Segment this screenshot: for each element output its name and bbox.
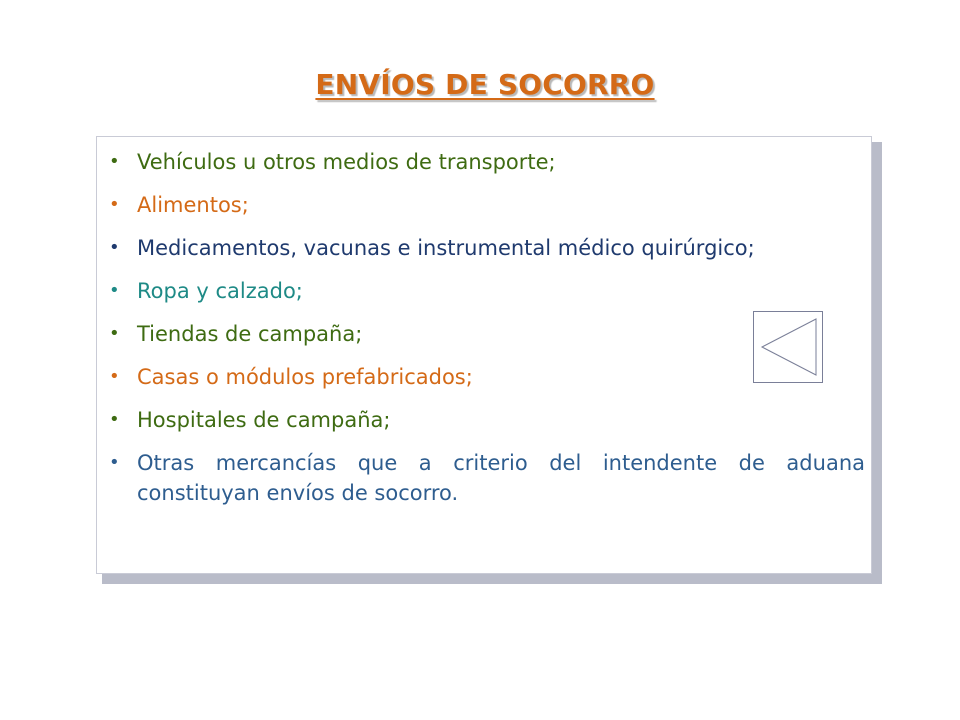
bullet-dot: • (109, 452, 120, 473)
bullet-dot: • (109, 323, 120, 344)
bullet-text: Casas o módulos prefabricados; (137, 365, 473, 389)
bullet-dot: • (109, 366, 120, 387)
bullet-dot: • (109, 237, 120, 258)
list-item (109, 319, 865, 349)
bullet-text: Medicamentos, vacunas e instrumental médico quirúrgico; (137, 236, 755, 260)
bullet-text: Otras mercancías que a criterio del intendente de aduana constituyan envíos de socorro. (137, 451, 865, 505)
list-item (109, 448, 865, 508)
back-triangle-icon[interactable] (753, 311, 823, 383)
bullet-list (109, 147, 865, 521)
list-item (109, 276, 865, 306)
bullet-text: Vehículos u otros medios de transporte; (137, 150, 556, 174)
bullet-dot: • (109, 409, 120, 430)
list-item (109, 233, 865, 263)
bullet-dot: • (109, 194, 120, 215)
bullet-text: Alimentos; (137, 193, 249, 217)
bullet-dot: • (109, 151, 120, 172)
bullet-text: Tiendas de campaña; (137, 322, 363, 346)
bullet-text: Hospitales de campaña; (137, 408, 391, 432)
list-item (109, 190, 865, 220)
list-item (109, 405, 865, 435)
bullet-text: Ropa y calzado; (137, 279, 303, 303)
list-item (109, 362, 865, 392)
slide-title: ENVÍOS DE SOCORRO (315, 68, 655, 101)
list-item (109, 147, 865, 177)
bullet-dot: • (109, 280, 120, 301)
